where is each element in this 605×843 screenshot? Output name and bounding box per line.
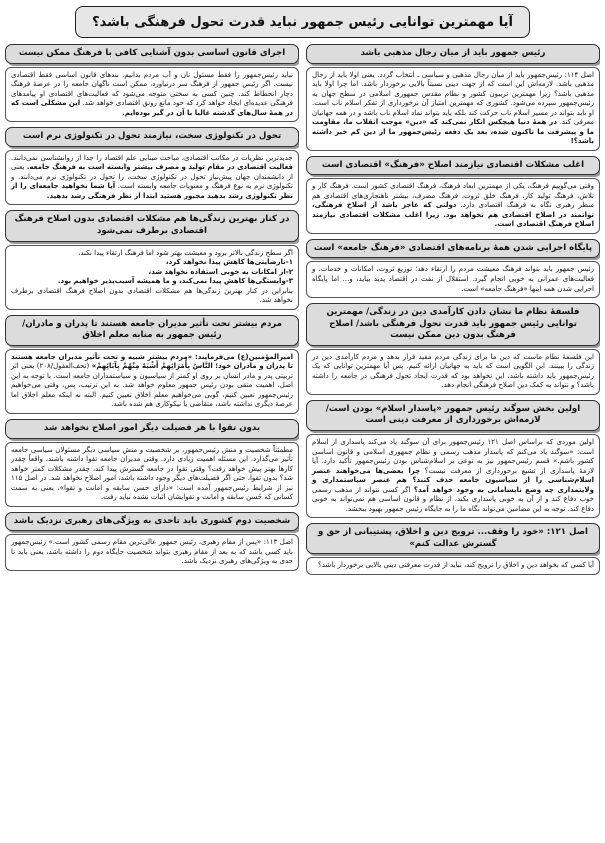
- section-r1: [306, 156, 600, 234]
- section-body: [5, 150, 299, 206]
- paragraph-tail: بنابراین در کنار بهترین زندگی‌ها هم مشکلات اقتصادی بدون اصلاح فرهنگ اقتصادی برطرف نخواهد شد.: [11, 286, 293, 305]
- list-item: ۱-نارضایتی‌ها کاهش پیدا نخواهد کرد،: [165, 258, 293, 267]
- bold-paragraph: در همهٔ دنیا هیچکس انکار نمی‌کند که «دین» موجب انقلاب ما، مقاومت ما و پیشرفت ما تاکنون شده، بعد یک دفعه رئیس‌جمهور ما از دین کم خبر داشته باشد؟!: [312, 118, 594, 146]
- section-body: [306, 434, 600, 518]
- paragraph: اصل ۱۱۳: «پس از مقام رهبری، رئیس جمهور عالی‌ترین مقام رسمی کشور است.» رئیس‌جمهور باید کسی باشد که به بعد از مقام رهبری بتواند شخصیت جایگاه دوم را داشته باشد، یعنی باید تا حدی به ویژگی‌های رهبری نزدیک باشد.: [11, 538, 293, 566]
- section-header: مردم بیشتر تحت تأثیر مدیران جامعه هستند تا پدران و مادران/ رئیس جمهور به منابه معلم اخلاق: [5, 315, 299, 346]
- section-r0: [306, 44, 600, 151]
- left-column: [5, 44, 299, 835]
- section-header: اغلب مشکلات اقتصادی نیازمند اصلاح «فرهنگ» اقتصادی است: [306, 156, 600, 176]
- section-body: [306, 557, 600, 575]
- section-body: [306, 349, 600, 395]
- section-body: [306, 178, 600, 234]
- page-title: آیا مهمترین توانایی رئیس جمهور نباید قدرت تحول فرهنگی باشد؟: [75, 6, 530, 38]
- section-header: اجرای قانون اساسی بدون آشنایی کافی با فرهنگ ممکن نیست: [5, 44, 299, 64]
- bold-paragraph: این مشکلی است که در همهٔ سال‌های گذشته غالبا با آن در گیر بوده‌ایم.: [11, 99, 293, 117]
- section-r3: [306, 303, 600, 395]
- bold-tail: آیا شما نخواهید جامعه‌ای را از نظر تکنولوژی رشد بدهید مجبور هستید ابتدا از نظر فرهنگی رشد بدهید.: [11, 182, 293, 200]
- section-r2: [306, 239, 600, 298]
- list-item: ۳-وابستگی‌ها کاهش پیدا نمی‌کند، و ما همیشه آسیب‌پذیر خواهیم بود.: [57, 277, 293, 286]
- section-header: شخصیت دوم کشوری باید تاحدی به ویژگی‌های رهبری نزدیک باشد: [5, 512, 299, 532]
- section-body: [306, 261, 600, 298]
- section-header: رئیس جمهور باید از میان رجال مذهبی باشد: [306, 44, 600, 64]
- bold-paragraph: دولتی که عاجز باشد از اصلاح فرهنگی، توانمند در اصلاح اقتصادی هم نخواهد بود. زیرا اغلب مشکلات اقتصادی نیازمند اصلاح فرهنگ اقتصادی است.: [312, 201, 594, 229]
- section-header: پایگاه اجرایی شدن همهٔ برنامه‌های اقتصادی «فرهنگ جامعه» است: [306, 239, 600, 259]
- section-body: [5, 442, 299, 507]
- section-header: فلسفهٔ نظام ما نشان دادن کارآمدی دین در زندگی/ مهمترین توانایی رئیس جمهور باید قدرت تحول فرهنگی باشد/ اصلاح فرهنگ بدون دین ممکن نیست: [306, 303, 600, 346]
- paragraph: آیا کسی که بخواهد دین و اخلاق را ترویج کند، نباید از قدرت معرفتی دینی بالایی برخوردار باشد؟: [318, 561, 594, 570]
- paragraph: نباید رئیس‌جمهور را فقط مسئول نان و آب مردم بدانیم. بندهای قانون اساسی فقط اقتصادی نیست. اگر رئیس جمهور از فرهنگ سر درنیاورد، ممکن است ناگهان جامعه را در عرصهٔ فرهنگ دچار انحطاط کند. چنین کسی به سختی متوجه می‌شود که فعالیت‌های اقتصادی او پیامدهای فرهنگی عدیده‌ای ایجاد خواهد کرد که خود مانع رونق اقتصادی خواهد شد.: [11, 70, 293, 108]
- section-header: در کنار بهترین زندگی‌ها هم مشکلات اقتصادی بدون اصلاح فرهنگ اقتصادی برطرف نمی‌شود: [5, 210, 299, 241]
- paragraph: جدیدترین نظریات در مکاتب اقتصادی، مباحث مبنایی علم اقتصاد را جدا از روانشناسی نمی‌دانند.: [11, 153, 293, 162]
- section-l4: [5, 419, 299, 507]
- right-column: [306, 44, 600, 835]
- bold-paragraph: امیرالمؤمنین(ع) می‌فرمایند: «مردم بیشتر شبیه و تحت تأثیر مدیران جامعه هستند تا پدران و مادران خود؛ النَّاسُ بِأُمَرَائِهِمْ أَشْبَهُ مِنْهُمْ بِآبَائِهِمْ»: [11, 352, 293, 371]
- paragraph: این فلسفهٔ نظام ماست که دین ما برای زندگی مردم مفید قرار بدهد و مردم کارآمدی دین در زندگی را ببینند. این الگویی است که باید به جهانیان ارائه کنیم. پس آیا مهمترین توانایی که یک رئیس‌جمهور باید داشته باشد، این نخواهد بود که قدرت ایجاد تحول فرهنگی در جامعه را داشته باشد؟ و نتواند به کمک دین اصلاح فرهنگی انجام دهد.: [312, 352, 594, 390]
- section-r5: [306, 523, 600, 575]
- section-l2: [5, 210, 299, 309]
- paragraph: اگر سطح زندگی بالاتر برود و معیشت بهتر شود اما فرهنگ ارتقاء پیدا نکند،: [78, 248, 293, 257]
- paragraph: اصل ۱۱۴: رئیس‌جمهور باید از میان رجال مذهبی و سیاسی ـ انتخاب گردد. یعنی اولا باید از رجال مذهبی باشد. لازمه‌اش این است که از جهت دینی نسبتاً بالایی برخوردار باشد. اما چرا اولا باید مذهبی باشد؟ زیرا مهمترین تریبون کشور و نظام مقدس جمهوری اسلامی در سطح جهان به رئیس‌جمهور سپرده می‌شود. کشوری که مهمترین امتیاز آن برخورداری از تفکر اسلام ناب است. او باید بتواند در مسیر اسلام ناب حرکت کند بلکه باید بتواند نماد اسلام ناب باشد و در همه جهانیان معرفی کند.: [312, 70, 594, 127]
- paragraph-tail: یعنی از دانشمندان جهان پیش‌نیاز تحول در تکنولوژی سخت، را تحول در تکنولوژی نرم می‌دانند. و تکنولوژی نرم به نوع فرهنگ و معنویات جامعه وابسته است.: [11, 163, 293, 191]
- section-header: اصل ۱۲۱: «خود را وقف... ترویج دین و اخلاق، پشتیبانی از حق و گسترش عدالت کنم»: [306, 523, 600, 554]
- paragraph: رئیس جمهور باید بتواند فرهنگ معیشت مردم را ارتقاء دهد؛ توزیع ثروت، امکانات و خدمات، و فعالیت‌های عمرانی به خوبی انجام گیرد. استقلال از نفت در اقتصاد پدید بیاید، و... اما پایگاه اجرایی شدن همه اینها «فرهنگ جامعه» است.: [312, 265, 594, 293]
- section-header: اولین بخش سوگند رئیس جمهور «پاسدار اسلام» بودن است/ لازمه‌اش برخورداری از معرفت دینی است: [306, 400, 600, 431]
- section-r4: [306, 400, 600, 518]
- section-l3: [5, 315, 299, 414]
- bold-paragraph: فعالیت اقتصادی در مقام تولید و مصرف بیشتر وابسته است به فرهنگ جامعه.: [24, 163, 293, 172]
- paragraph: اولین موردی که براساس اصل ۱۲۱ رئیس‌جمهور برای آن سوگند یاد می‌کند پاسداری از اسلام است: «سوگند یاد می‌کنم که پاسدار مذهب رسمی و نظام جمهوری اسلامی و قانون اساسی کشور باشم.» قسم رئیس‌جمهور نیز به نوعی بر اسلام‌شناس بودن رئیس‌جمهور تأکید دارد. آیا لازمهٔ پاسداری از تشیع برخورداری از معرفت نیست؟: [312, 438, 594, 475]
- section-body: [5, 349, 299, 414]
- section-body: [306, 67, 600, 151]
- section-body: [5, 534, 299, 571]
- section-header: تحول در تکنولوژی سخت، نیازمند تحول در تکنولوژی نرم است: [5, 127, 299, 147]
- paragraph-tail: اگر کسی نتواند از مذهب رسمی خوب دفاع کند و از آن به خوبی پاسداری بکند، از نظام و قانون اساسی هم نمی‌تواند به خوبی دفاع کند. توجه به این مضامین می‌تواند نگاه ما را به جایگاه رئیس جمهور بهبود ببخشد.: [312, 485, 594, 513]
- paragraph: وقتی می‌گوییم فرهنگ، یکی از مهمترین ابعاد فرهنگ، فرهنگ اقتصادی کشور است. فرهنگ کار و تلاش، فرهنگ تولید کار، فرهنگ خلق ثروت، فرهنگ مصرف، بیشتر ناهنجاری‌های اقتصادی هم منظر رهبری نگاه به فرهنگ اقتصادی دارد.: [312, 182, 594, 210]
- paragraph-tail: (تحف‌العقول/۲۰۸) یعنی اثر تربیتی پدر و مادر انسان بر روی او کمتر از سیاسیون و سیاستمداران جامعه است. با توجه به این اصل، اهمیت متقی بودن رئیس جمهور معلوم خواهد شد. به این ترتیب، پس، وقتی می‌خواهیم رئیس‌جمهور تعیین کنیم، گویی می‌خواهیم معلم اخلاق تعیین کنیم. البته نه اینکه معلم اخلاق اما عرصهٔ دیگری نداشته باشد، متقاضی یا نیکوکاری هم شده باشد.: [11, 362, 293, 409]
- section-l1: [5, 127, 299, 205]
- section-l0: [5, 44, 299, 122]
- paragraph: مطمئناً شخصیت و منش رئیس‌جمهور، بر شخصیت و منش سیاسی دیگر مسئولان سیاسی جامعه تأثیر می‌گذارد. این مسئله اهمیت زیادی دارد. وقتی مدیران جامعه تقوا داشته باشند، واقعاً چقدر کارها بهتر پیش خواهد رفت؟ وقتی تقوا در جامعه گسترش پیدا کند، چقدر مشکلات کمتر خواهد شد؟ بدون تقوا، حتی اگر فضیلت‌های دیگر وجود داشته باشد، امور اصلاح نخواهد شد. در اصل ۱۱۵ نیز از شرایط رئیس‌جمهور آمده است: «دارای حسن سابقه و امانت و تقوا»، یعنی به سمت کسانی که حُسن سابقه و امانت و تقوایشان اثبات نشده نباید رفت.: [11, 445, 293, 502]
- columns: [5, 44, 600, 835]
- bold-paragraph: چرا بعضی‌ها می‌خواهند عنصر اسلام‌شناسی را از سیاسیون جامعه حذف کنند؟ هم عنصر سیاستمداری و ولایتمداری چه وضع نابسامانی به وجود خواهد آمد؟: [312, 466, 594, 494]
- section-body: [5, 67, 299, 123]
- section-l5: [5, 512, 299, 571]
- section-header: بدون تقوا با هر فضیلت دیگر امور اصلاح نخواهد شد: [5, 419, 299, 439]
- list-item: ۲-از امکانات به خوبی استفاده نخواهد شد،: [148, 267, 293, 276]
- section-body: [5, 245, 299, 310]
